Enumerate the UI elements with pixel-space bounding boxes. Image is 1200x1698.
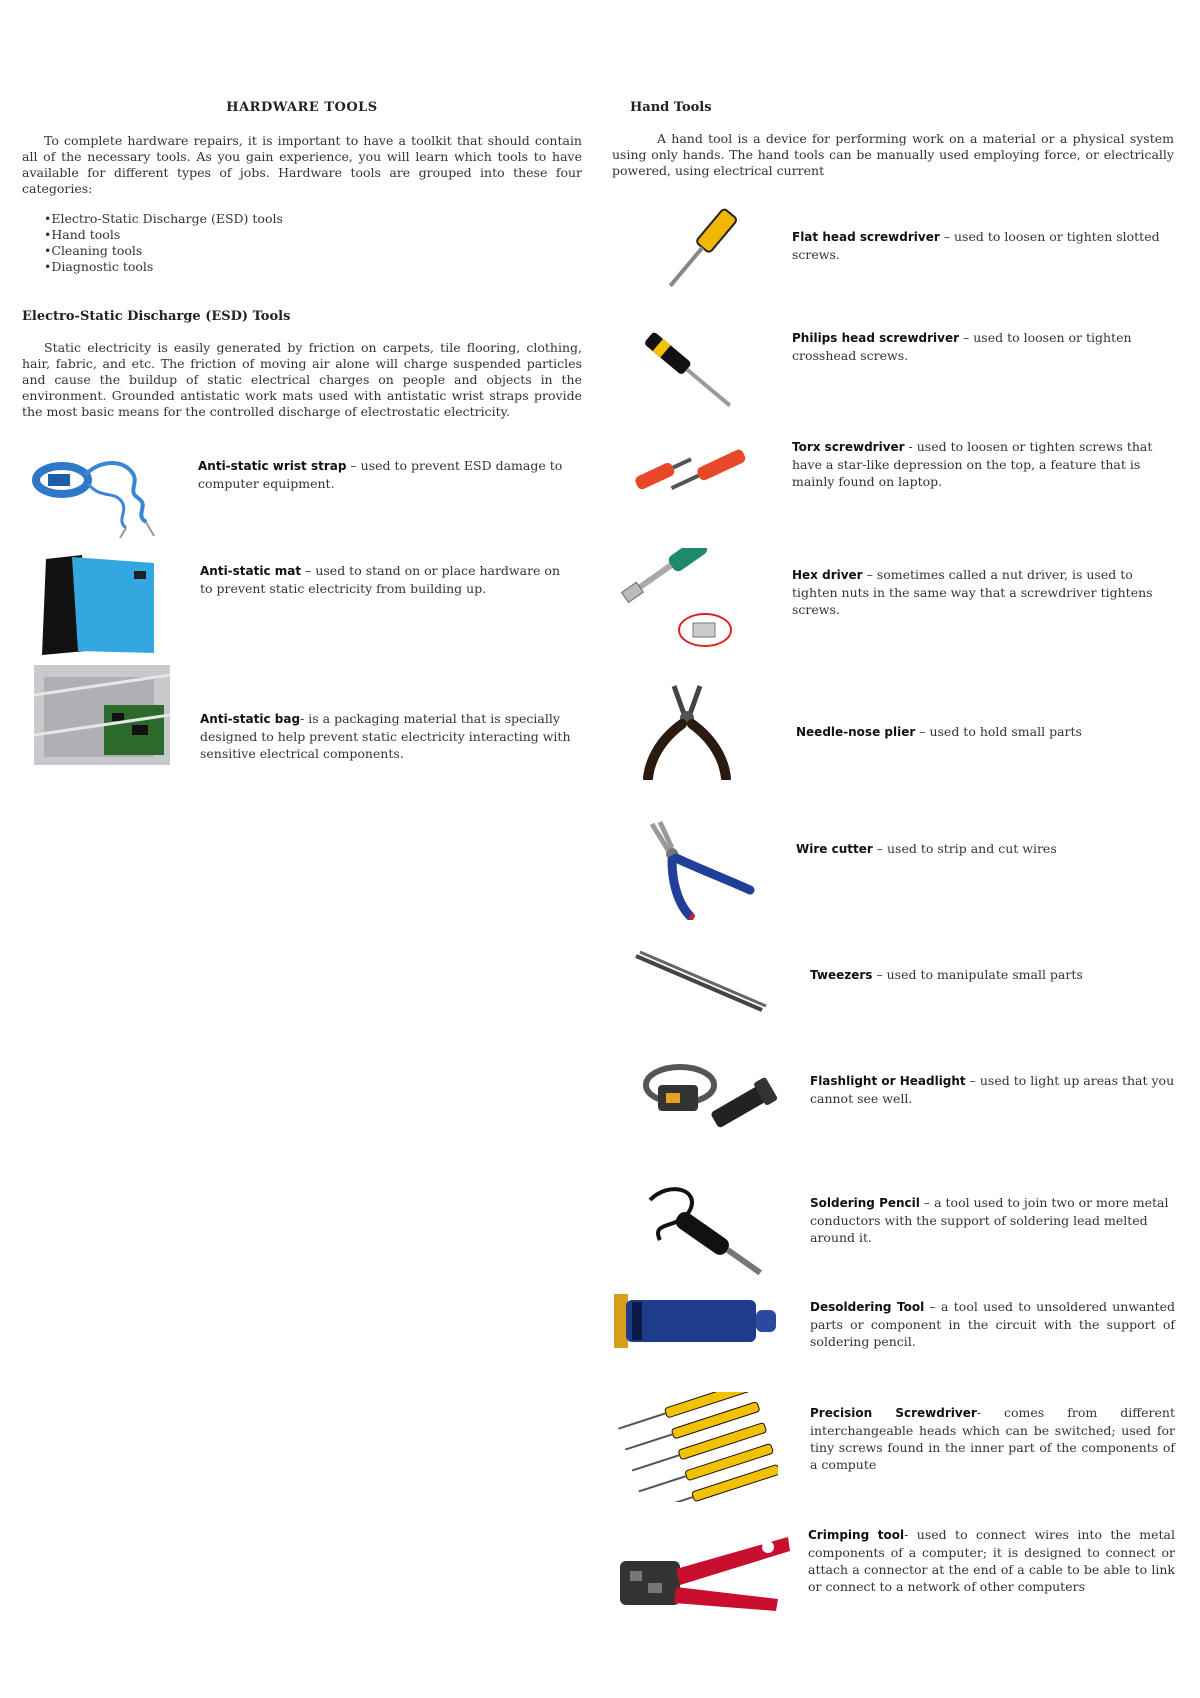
tool-crimping-tool: Crimping tool- used to connect wires into the metal components of a computer; it is designed to connect or attach a connector at the end of a cable to be able to link or connect to a network of other computers <box>808 1527 1175 1594</box>
anti-static-mat-image <box>42 555 157 655</box>
tool-name: Flat head screwdriver <box>792 230 940 244</box>
tool-description: comes from different interchangeable heads which can be switched; used for tiny screws found in the inner part of the components of a compute <box>810 1405 1175 1472</box>
tool-name: Anti-static bag <box>200 712 301 726</box>
wrist-strap-image <box>30 440 165 540</box>
hand-tools-title: Hand Tools <box>630 100 712 115</box>
anti-static-bag-image <box>34 665 170 765</box>
list-item: • Cleaning tools <box>44 243 582 259</box>
tool-description: used to loosen or tighten crosshead screws. <box>792 330 1132 363</box>
tool-name: Anti-static mat <box>200 564 302 578</box>
desoldering-tool-image <box>612 1290 780 1352</box>
tool-name: Desoldering Tool <box>810 1300 925 1314</box>
tool-wire-cutter: Wire cutter – used to strip and cut wires <box>796 841 1057 856</box>
tool-tweezers: Tweezers – used to manipulate small parts <box>810 967 1083 982</box>
tool-description: a tool used to join two or more metal conductors with the support of soldering lead melted around it. <box>810 1195 1169 1245</box>
tool-name: Precision Screwdriver <box>810 1406 977 1420</box>
torx-screwdriver-image <box>625 432 753 507</box>
esd-item-anti-static-bag: Anti-static bag- is a packaging material that is specially designed to help prevent static electricity interacting with sensitive electrical components. <box>200 711 571 761</box>
left-column <box>22 100 582 420</box>
tool-name: Crimping tool <box>808 1528 905 1542</box>
category-list <box>44 211 582 275</box>
esd-section-title: Electro-Static Discharge (ESD) Tools <box>22 309 291 324</box>
right-column <box>612 100 1174 179</box>
tool-name: Anti-static wrist strap <box>198 459 347 473</box>
tool-name: Needle-nose plier <box>796 725 916 739</box>
tool-desoldering: Desoldering Tool – a tool used to unsoldered unwanted parts or component in the circuit with the support of soldering pencil. <box>810 1299 1175 1349</box>
esd-item-anti-static-mat: Anti-static mat – used to stand on or place hardware on to prevent static electricity from building up. <box>200 563 561 596</box>
tool-flashlight: Flashlight or Headlight – used to light up areas that you cannot see well. <box>810 1073 1175 1106</box>
hand-tools-intro: A hand tool is a device for performing work on a material or a physical system using only hands. The hand tools can be manually used employing force, or electrically powered, using electrical current <box>612 131 1174 178</box>
esd-item-wrist-strap: Anti-static wrist strap – used to prevent ESD damage to computer equipment. <box>198 458 563 491</box>
wire-cutter-image <box>632 820 757 920</box>
tool-hex-driver: Hex driver – sometimes called a nut driver, is used to tighten nuts in the same way that a screwdriver tightens screws. <box>792 567 1153 617</box>
tool-precision-screwdriver: Precision Screwdriver- comes from different interchangeable heads which can be switched; used for tiny screws found in the inner part of the components of a compute <box>810 1405 1175 1472</box>
tool-name: Tweezers <box>810 968 873 982</box>
flashlight-image <box>640 1045 780 1140</box>
tool-needle-nose-plier: Needle-nose plier – used to hold small parts <box>796 724 1082 739</box>
tool-description: used to stand on or place hardware on to prevent static electricity from building up. <box>200 563 561 596</box>
tool-description: used to light up areas that you cannot see well. <box>810 1073 1175 1106</box>
crimping-tool-image <box>618 1525 793 1615</box>
list-item: • Diagnostic tools <box>44 259 582 275</box>
tool-name: Soldering Pencil <box>810 1196 920 1210</box>
needle-nose-plier-image <box>630 680 745 780</box>
tool-description: used to loosen or tighten screws that have a star-like depression on the top, a feature that is mainly found on laptop. <box>792 439 1153 489</box>
tool-description: a tool used to unsoldered unwanted parts or component in the circuit with the support of soldering pencil. <box>810 1299 1175 1349</box>
hex-driver-image <box>615 548 740 648</box>
page-title: HARDWARE TOOLS <box>226 100 378 115</box>
flat-head-screwdriver-image <box>650 205 750 300</box>
tool-description: used to manipulate small parts <box>886 967 1083 982</box>
precision-screwdriver-image <box>618 1392 778 1502</box>
tool-name: Hex driver <box>792 568 863 582</box>
tool-torx-screwdriver: Torx screwdriver - used to loosen or tighten screws that have a star-like depression on the top, a feature that is mainly found on laptop. <box>792 439 1153 489</box>
tool-description: used to prevent ESD damage to computer equipment. <box>198 458 563 491</box>
tool-name: Flashlight or Headlight <box>810 1074 966 1088</box>
philips-screwdriver-image <box>630 322 750 422</box>
tool-name: Torx screwdriver <box>792 440 905 454</box>
tool-description: used to hold small parts <box>929 724 1082 739</box>
tool-philips-screwdriver: Philips head screwdriver – used to loosen or tighten crosshead screws. <box>792 330 1132 363</box>
tool-description: sometimes called a nut driver, is used to tighten nuts in the same way that a screwdriver tightens screws. <box>792 567 1153 617</box>
list-item: • Hand tools <box>44 227 582 243</box>
tool-description: used to strip and cut wires <box>886 841 1057 856</box>
intro-paragraph: To complete hardware repairs, it is important to have a toolkit that should contain all of the necessary tools. As you gain experience, you will learn which tools to have available for different types of jobs. Hardware tools are grouped into these four categories: <box>22 133 582 196</box>
tool-description: used to loosen or tighten slotted screws. <box>792 229 1160 262</box>
list-item: • Electro-Static Discharge (ESD) tools <box>44 211 582 227</box>
tool-description: used to connect wires into the metal components of a computer; it is designed to connect or attach a connector at the end of a cable to be able to link or connect to a network of other computers <box>808 1527 1175 1594</box>
esd-intro-paragraph: Static electricity is easily generated by friction on carpets, tile flooring, clothing, hair, fabric, and etc. The friction of moving air alone will charge suspended particles and cause the buildup of static electrical charges on people and objects in the environment. Grounded antistatic work mats used with antistatic wrist straps provide the most basic means for the controlled discharge of electrostatic electricity. <box>22 340 582 419</box>
tool-flat-head-screwdriver: Flat head screwdriver – used to loosen or tighten slotted screws. <box>792 229 1160 262</box>
tool-name: Philips head screwdriver <box>792 331 960 345</box>
soldering-pencil-image <box>640 1180 780 1290</box>
tool-description: is a packaging material that is specially designed to help prevent static electricity interacting with sensitive electrical components. <box>200 711 571 761</box>
tweezers-image <box>632 948 772 1018</box>
tool-name: Wire cutter <box>796 842 873 856</box>
tool-soldering-pencil: Soldering Pencil – a tool used to join two or more metal conductors with the support of soldering lead melted around it. <box>810 1195 1169 1245</box>
